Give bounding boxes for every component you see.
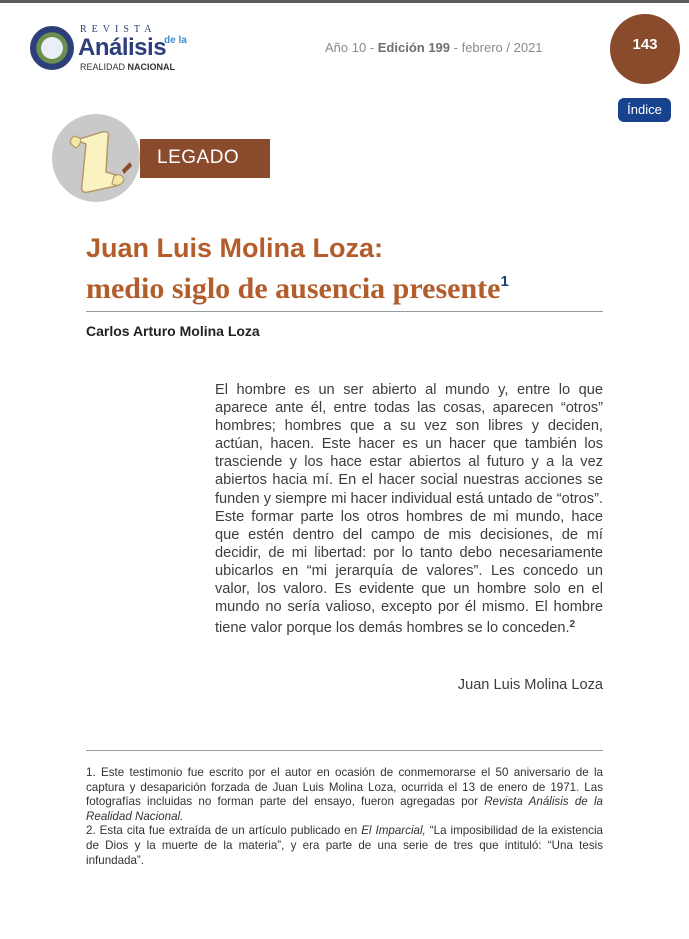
footnote-1 <box>86 766 603 824</box>
footnote-2 <box>86 824 603 868</box>
author-name: Carlos Arturo Molina Loza <box>86 323 260 339</box>
journal-logo <box>30 24 190 76</box>
issue-date: febrero / 2021 <box>461 40 543 55</box>
footnote-2-prefix: 2. Esta cita fue extraída de un artículo publicado en <box>86 824 362 838</box>
issue-year: Año 10 <box>325 40 367 55</box>
index-button[interactable]: Índice <box>618 98 671 122</box>
quote-footnote-ref[interactable]: 2 <box>569 619 576 631</box>
issue-edition: Edición 199 <box>377 40 451 55</box>
quote-text: El hombre es un ser abierto al mundo y, entre lo que aparece ante él, entre todas las cosas, aparecen “otros” hombres; hombres que a su vez son libres y deciden, actúan, hacen. Este hacer es un hacer que también los trasciende y los hace estar abiertos al futuro y a la vez abiertos hacia mí. En el hacer social nuestras acciones se funden y siempre mi hacer individual está untado de “otros”. Este formar parte los otros hombres de mi mundo, hace que estén dentro del campo de mis decisiones, de mí decidir, de mi libertad: por lo tanto debo necesariamente ubicarlos en “mi jerarquía de valores”. Les concedo un valor, los valoro. Es evidente que un hombre solo en el mundo no sería valioso, excepto por él mismo. El hombre tiene valor porque los demás hombres se lo conceden. <box>215 382 603 637</box>
epigraph-quote <box>215 381 603 637</box>
logo-nacional-text: NACIONAL <box>127 62 176 72</box>
title-divider <box>86 311 603 312</box>
issue-separator: - <box>366 40 378 55</box>
footnotes <box>86 766 603 868</box>
article-title <box>86 232 606 306</box>
page-number-badge: 143 <box>610 14 680 84</box>
logo-realidad-nacional <box>80 62 175 72</box>
quote-attribution: Juan Luis Molina Loza <box>457 677 603 693</box>
top-rule <box>0 0 689 3</box>
footnote-1-text: 1. Este testimonio fue escrito por el autor en ocasión de conmemorarse el 50 aniversario de la captura y desaparición forzada de Juan Luis Molina Loza, ocurrida el 13 de enero de 1971. Las fotografías incluidas no forman parte del ensayo, fueron agregadas por <box>86 766 603 809</box>
logo-revista-text: REVISTA <box>80 24 157 35</box>
logo-analisis-text: Análisis <box>78 34 167 61</box>
logo-de-la-text: de la <box>164 35 187 46</box>
title-footnote-ref[interactable]: 1 <box>500 273 509 290</box>
footnote-2-source: El Imparcial, <box>361 824 426 838</box>
issue-separator: - <box>450 40 462 55</box>
section-label: LEGADO <box>157 147 240 168</box>
title-line-2: medio siglo de ausencia presente <box>86 272 501 305</box>
scroll-icon <box>52 114 140 202</box>
issue-info <box>325 40 543 55</box>
footnote-2-text: “La imposibilidad de la existencia de Dios y la muerte de la materia”, y era parte de una serie de tres que intituló: “Una tesis infundada”. <box>86 824 603 867</box>
university-seal-icon <box>30 26 74 70</box>
footnote-1-source: Revista Análisis de la Realidad Nacional. <box>86 795 603 823</box>
footnote-divider <box>86 750 603 751</box>
logo-realidad-text: REALIDAD <box>80 62 126 72</box>
title-line-1: Juan Luis Molina Loza: <box>86 233 384 263</box>
